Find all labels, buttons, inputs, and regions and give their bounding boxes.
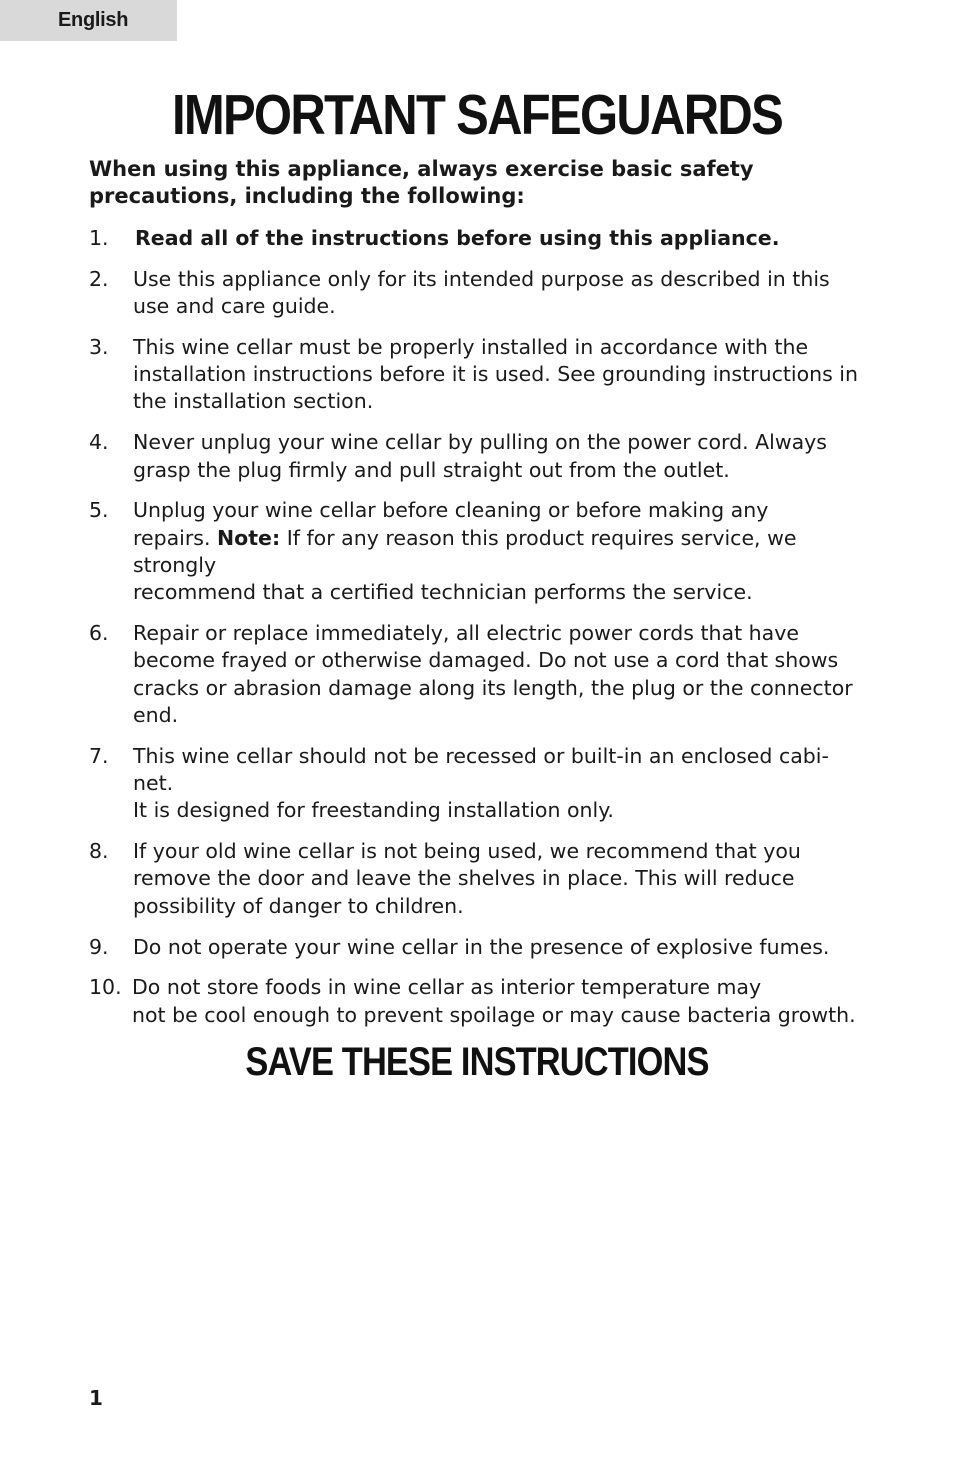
item-number: 3. — [89, 334, 109, 359]
list-item — [89, 974, 879, 1029]
item-text: If your old wine cellar is not being used, we recommend that you remove the door and leave the shelves in place. This will reduce possibility of danger to children. — [133, 839, 801, 918]
intro-paragraph: When using this appliance, always exercise basic safety precautions, including the following: — [89, 157, 754, 208]
list-item — [89, 266, 879, 321]
item-text: Repair or replace immediately, all electric power cords that have become frayed or otherwise damaged. Do not use a cord that shows cracks or abrasion damage along its length, the plug or the connector end. — [133, 621, 853, 727]
list-item — [89, 620, 879, 729]
item-number: 5. — [89, 498, 109, 523]
page-title: IMPORTANT SAFEGUARDS — [171, 83, 783, 147]
item-text: This wine cellar must be properly installed in accordance with the installation instructions before it is used. See grounding instructions in the installation section. — [133, 334, 858, 414]
item-text: Read all of the instructions before using this appliance. — [135, 226, 780, 250]
list-item — [89, 429, 879, 484]
item-text — [133, 497, 879, 606]
save-instructions-heading: SAVE THESE INSTRUCTIONS — [245, 1040, 709, 1084]
item-text-before-note: Unplug your wine cellar before cleaning or before making any repairs. — [133, 498, 769, 550]
item-number: 4. — [89, 430, 109, 455]
safeguards-list — [89, 225, 879, 1042]
item-number: 2. — [89, 266, 109, 291]
item-text: Do not operate your wine cellar in the presence of explosive fumes. — [133, 934, 830, 959]
list-item — [89, 743, 879, 825]
list-item — [89, 497, 879, 606]
list-item — [89, 838, 879, 920]
page-number: 1 — [89, 1386, 103, 1410]
list-item — [89, 334, 879, 416]
item-text: This wine cellar should not be recessed or built-in an enclosed cabi- net. It is designed for freestanding installation only. — [133, 743, 829, 823]
item-number: 9. — [89, 934, 109, 959]
language-tab: English — [0, 0, 177, 41]
item-text-after-note: If for any reason this product requires service, we strongly recommend that a certified technician performs the service. — [133, 525, 797, 605]
list-item — [89, 225, 879, 252]
item-text: Use this appliance only for its intended purpose as described in this use and care guide. — [133, 266, 830, 319]
item-text: Do not store foods in wine cellar as interior temperature may not be cool enough to prevent spoilage or may cause bacteria growth. — [132, 975, 856, 1027]
item-number: 10. — [89, 975, 122, 1000]
item-number: 7. — [89, 743, 109, 768]
item-text: Never unplug your wine cellar by pulling on the power cord. Always grasp the plug firmly and pull straight out from the outlet. — [133, 430, 827, 482]
item-number: 1. — [89, 226, 109, 250]
item-number: 6. — [89, 621, 109, 646]
note-label: Note: — [217, 525, 281, 550]
list-item — [89, 934, 879, 961]
item-number: 8. — [89, 839, 109, 864]
